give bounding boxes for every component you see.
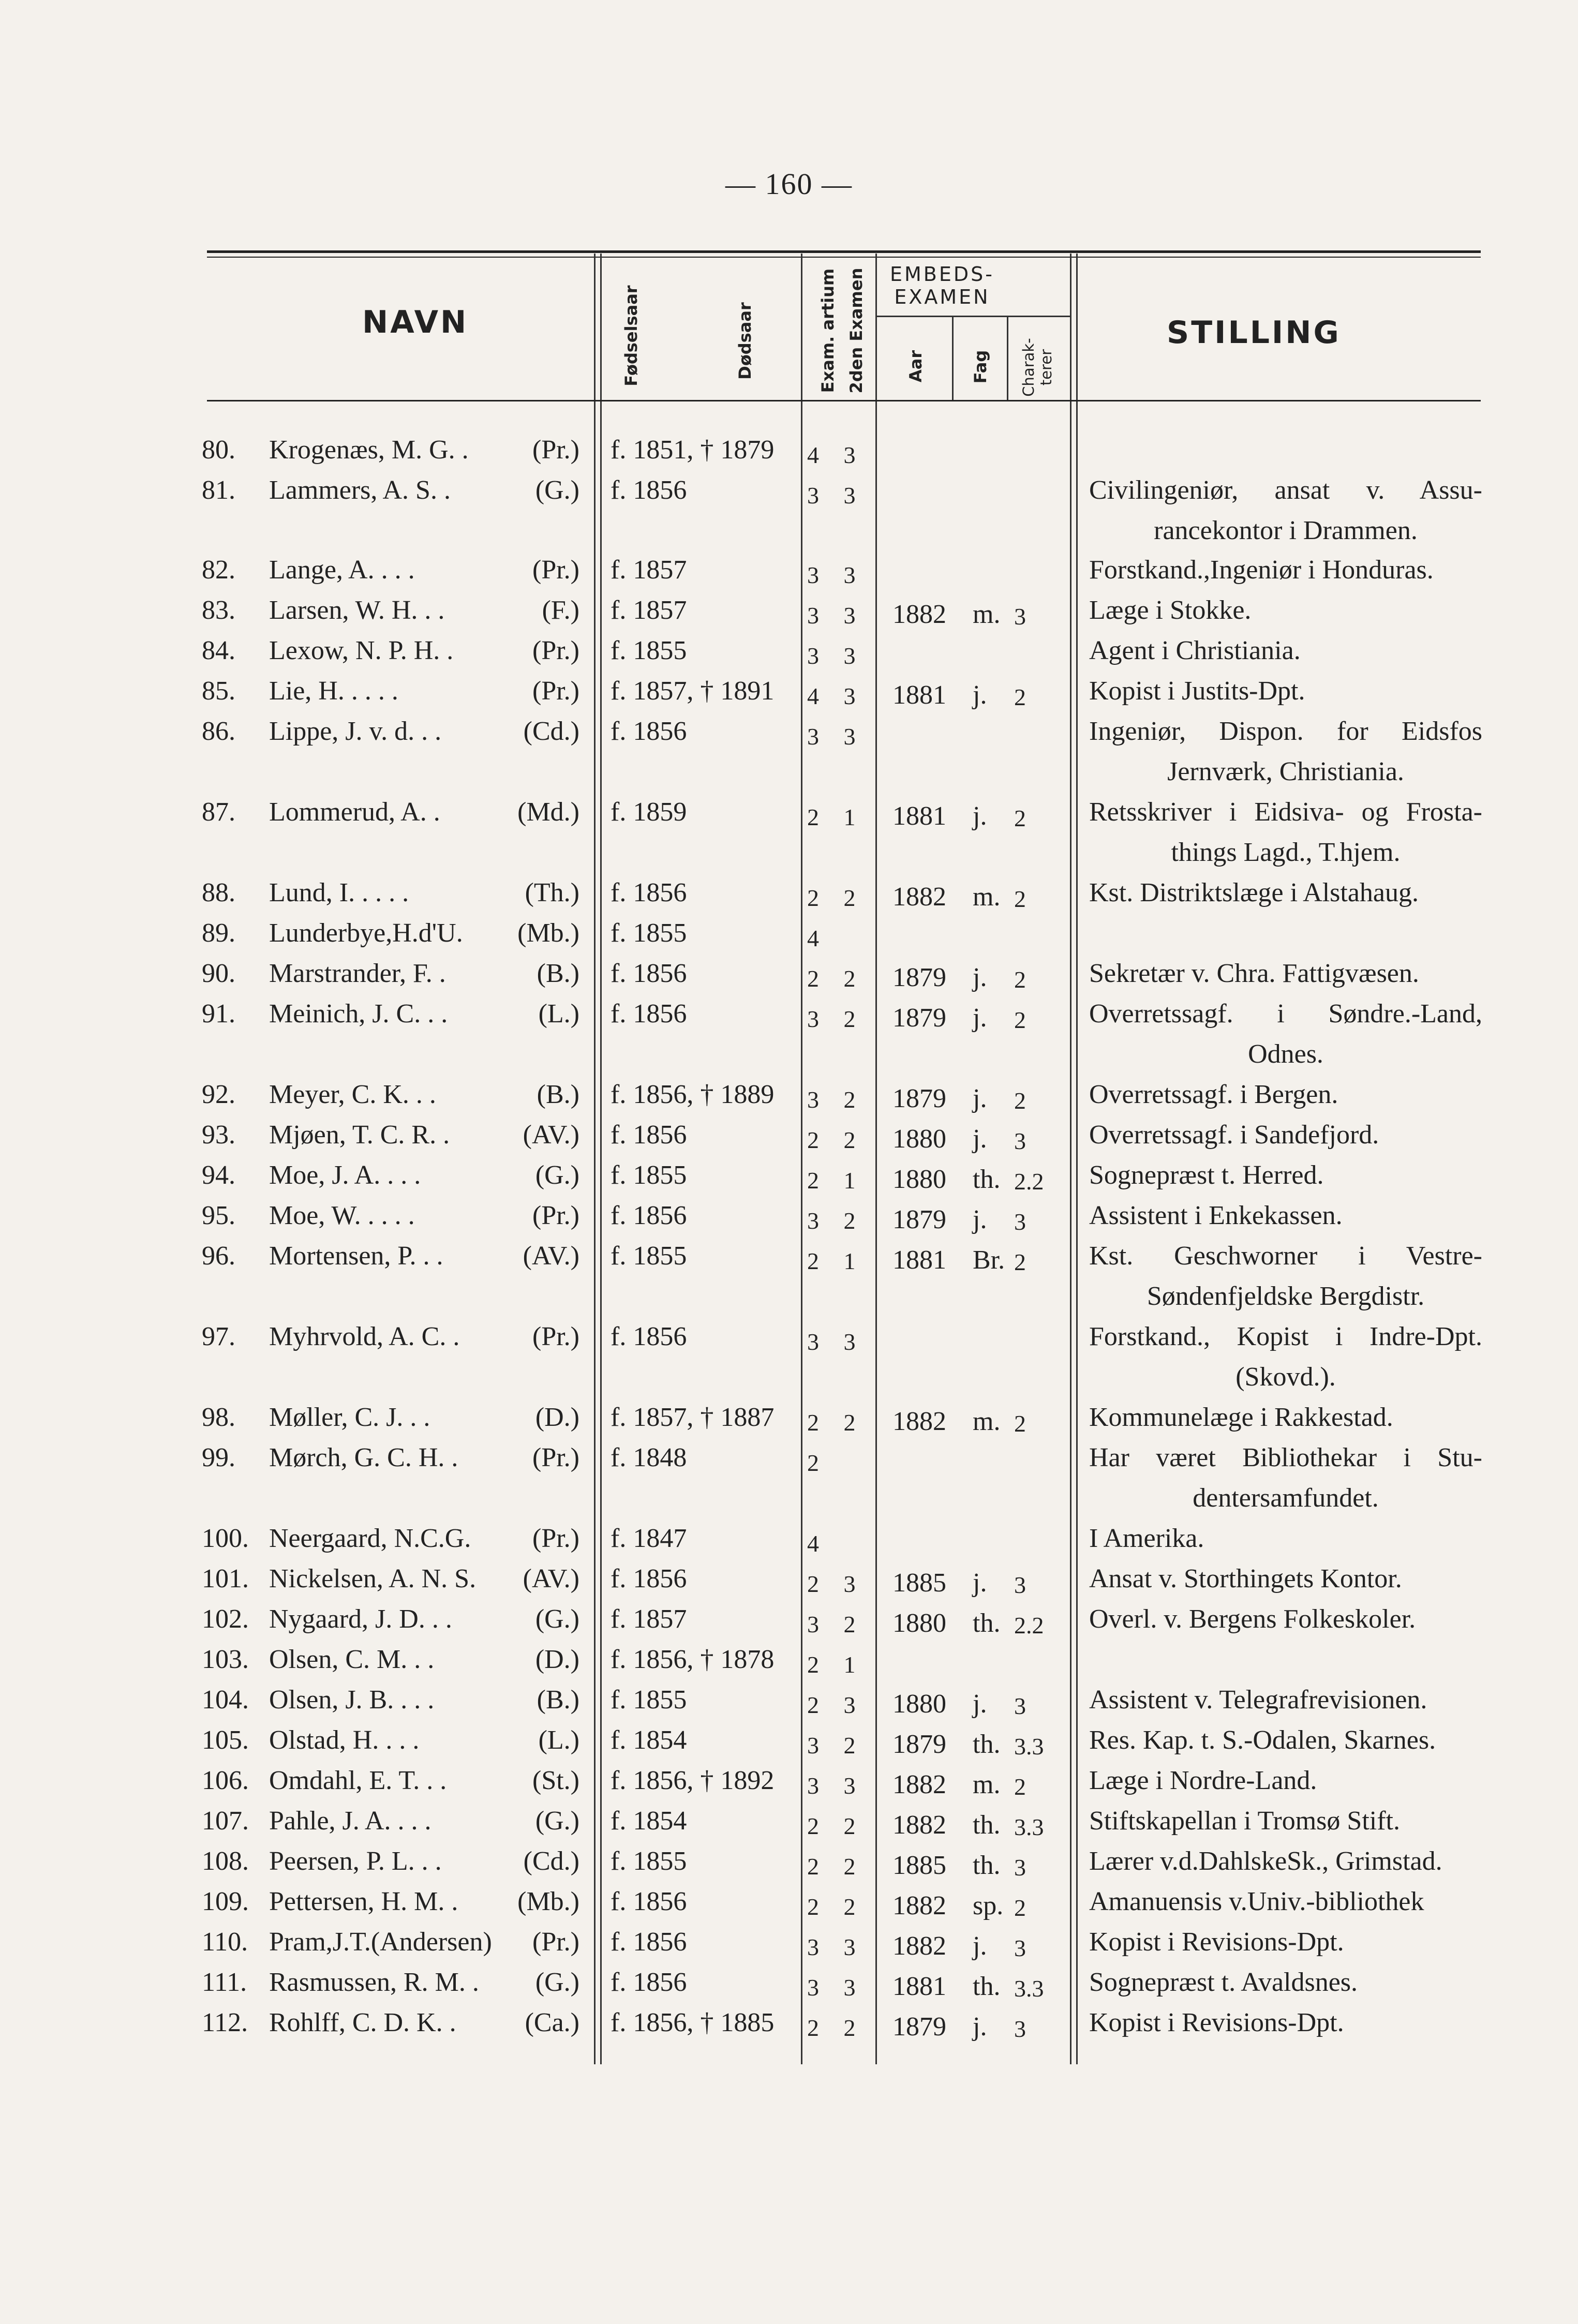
row-number: 89. xyxy=(202,918,235,948)
person-name: Lommerud, A. . xyxy=(269,797,440,827)
exam-grades: 2 1 xyxy=(807,804,865,830)
exam-grades: 3 2 xyxy=(807,1006,865,1032)
embeds-year: 1882 xyxy=(892,600,946,629)
embeds-year: 1882 xyxy=(892,1770,946,1799)
person-name: Lippe, J. v. d. . . xyxy=(269,717,442,746)
stilling-text: Kst. Distriktslæge i Alstahaug. xyxy=(1089,878,1419,907)
stilling-text: Kopist i Revisions-Dpt. xyxy=(1089,1927,1344,1957)
person-name: Mortensen, P. . . xyxy=(269,1241,443,1271)
row-number: 84. xyxy=(202,636,235,665)
row-number: 109. xyxy=(202,1887,249,1916)
row-number: 95. xyxy=(202,1201,235,1230)
embeds-year: 1882 xyxy=(892,1810,946,1840)
embeds-karakter: 2 xyxy=(1014,966,1026,993)
stilling-text: Odnes. xyxy=(1248,1039,1323,1069)
embeds-year: 1880 xyxy=(892,1165,946,1194)
row-number: 99. xyxy=(202,1443,235,1472)
exam-grades: 4 xyxy=(807,1530,828,1557)
embeds-year: 1879 xyxy=(892,1730,946,1759)
region-code: (AV.) xyxy=(523,1241,579,1271)
exam-grades: 3 2 xyxy=(807,1611,865,1637)
embeds-year: 1881 xyxy=(892,1972,946,2001)
region-code: (Th.) xyxy=(525,878,579,907)
region-code: (Cd.) xyxy=(523,1846,579,1876)
embeds-fag: j. xyxy=(973,1931,987,1961)
person-name: Mørch, G. C. H. . xyxy=(269,1443,458,1472)
row-number: 112. xyxy=(202,2008,248,2037)
embeds-fag: j. xyxy=(973,963,987,992)
birth-death-years: f. 1856 xyxy=(611,1120,687,1150)
exam-grades: 3 3 xyxy=(807,562,865,588)
stilling-text: Læge i Nordre-Land. xyxy=(1089,1766,1317,1795)
region-code: (G.) xyxy=(535,1604,579,1634)
birth-death-years: f. 1854 xyxy=(611,1806,687,1836)
person-name: Olstad, H. . . . xyxy=(269,1725,420,1755)
header-navn: NAVN xyxy=(362,304,469,340)
page-number: — 160 — xyxy=(725,167,853,201)
stilling-text: Overl. v. Bergens Folkeskoler. xyxy=(1089,1604,1416,1634)
person-name: Pahle, J. A. . . . xyxy=(269,1806,431,1836)
row-number: 108. xyxy=(202,1846,249,1876)
row-number: 94. xyxy=(202,1160,235,1190)
embeds-karakter: 3.3 xyxy=(1014,1733,1044,1760)
region-code: (Md.) xyxy=(517,797,579,827)
embeds-fag: j. xyxy=(973,1124,987,1154)
exam-grades: 2 1 xyxy=(807,1167,865,1194)
embeds-fag: m. xyxy=(973,1407,1001,1436)
embeds-year: 1885 xyxy=(892,1568,946,1598)
exam-grades: 2 3 xyxy=(807,1692,865,1718)
stilling-text: Læge i Stokke. xyxy=(1089,595,1252,625)
stilling-text: things Lagd., T.hjem. xyxy=(1171,838,1401,867)
row-number: 86. xyxy=(202,717,235,746)
region-code: (D.) xyxy=(535,1645,579,1674)
row-number: 91. xyxy=(202,999,235,1029)
embeds-karakter: 3.3 xyxy=(1014,1814,1044,1840)
person-name: Myhrvold, A. C. . xyxy=(269,1322,460,1351)
person-name: Neergaard, N.C.G. xyxy=(269,1524,471,1553)
birth-death-years: f. 1856 xyxy=(611,878,687,907)
embeds-fag: th. xyxy=(973,1165,1001,1194)
exam-grades: 2 1 xyxy=(807,1651,865,1678)
person-name: Peersen, P. L. . . xyxy=(269,1846,442,1876)
region-code: (G.) xyxy=(535,1968,579,1997)
row-number: 98. xyxy=(202,1403,235,1432)
stilling-text: Stiftskapellan i Tromsø Stift. xyxy=(1089,1806,1400,1836)
row-number: 111. xyxy=(202,1968,247,1997)
embeds-fag: th. xyxy=(973,1972,1001,2001)
stilling-text: I Amerika. xyxy=(1089,1524,1204,1553)
person-name: Lange, A. . . . xyxy=(269,555,415,585)
embeds-fag: sp. xyxy=(973,1891,1004,1920)
birth-death-years: f. 1855 xyxy=(611,1685,687,1715)
row-number: 100. xyxy=(202,1524,249,1553)
exam-grades: 2 xyxy=(807,1450,828,1476)
exam-grades: 2 2 xyxy=(807,1813,865,1839)
stilling-text: Amanuensis v.Univ.-bibliothek xyxy=(1089,1887,1424,1916)
embeds-karakter: 2.2 xyxy=(1014,1168,1044,1195)
embeds-year: 1881 xyxy=(892,1245,946,1275)
embeds-fag: m. xyxy=(973,600,1001,629)
embeds-karakter: 3 xyxy=(1014,2016,1026,2042)
person-name: Larsen, W. H. . . xyxy=(269,595,445,625)
stilling-text: Sekretær v. Chra. Fattigvæsen. xyxy=(1089,959,1419,988)
exam-grades: 4 3 xyxy=(807,442,865,468)
embeds-karakter: 3 xyxy=(1014,1572,1026,1598)
person-name: Lie, H. . . . . xyxy=(269,676,398,706)
embeds-karakter: 3.3 xyxy=(1014,1975,1044,2002)
birth-death-years: f. 1854 xyxy=(611,1725,687,1755)
region-code: (Pr.) xyxy=(532,676,579,706)
header-exam-artium: Exam. artium xyxy=(818,268,838,393)
person-name: Lexow, N. P. H. . xyxy=(269,636,454,665)
embeds-karakter: 2 xyxy=(1014,805,1026,831)
person-name: Meinich, J. C. . . xyxy=(269,999,448,1029)
stilling-text: Søndenfjeldske Bergdistr. xyxy=(1147,1282,1425,1311)
row-number: 106. xyxy=(202,1766,249,1795)
stilling-text: Kst. Geschworner i Vestre- xyxy=(1089,1241,1482,1271)
embeds-year: 1879 xyxy=(892,1084,946,1113)
embeds-karakter: 3 xyxy=(1014,1935,1026,1961)
embeds-year: 1879 xyxy=(892,963,946,992)
embeds-karakter: 3 xyxy=(1014,1854,1026,1881)
stilling-text: Assistent i Enkekassen. xyxy=(1089,1201,1343,1230)
embeds-fag: th. xyxy=(973,1851,1001,1880)
person-name: Olsen, C. M. . . xyxy=(269,1645,435,1674)
region-code: (Pr.) xyxy=(532,1201,579,1230)
birth-death-years: f. 1859 xyxy=(611,797,687,827)
embeds-karakter: 2 xyxy=(1014,886,1026,912)
birth-death-years: f. 1856 xyxy=(611,1322,687,1351)
region-code: (G.) xyxy=(535,1160,579,1190)
person-name: Krogenæs, M. G. . xyxy=(269,435,469,465)
stilling-text: Lærer v.d.DahlskeSk., Grimstad. xyxy=(1089,1846,1442,1876)
stilling-text: Overretssagf. i Sandefjord. xyxy=(1089,1120,1379,1150)
embeds-fag: th. xyxy=(973,1608,1001,1638)
region-code: (Ca.) xyxy=(525,2008,579,2037)
embeds-year: 1882 xyxy=(892,1891,946,1920)
embeds-year: 1885 xyxy=(892,1851,946,1880)
exam-grades: 3 2 xyxy=(807,1732,865,1759)
row-number: 81. xyxy=(202,475,235,505)
embeds-fag: th. xyxy=(973,1730,1001,1759)
region-code: (Pr.) xyxy=(532,1443,579,1472)
birth-death-years: f. 1856 xyxy=(611,717,687,746)
birth-death-years: f. 1847 xyxy=(611,1524,687,1553)
region-code: (L.) xyxy=(538,999,579,1029)
stilling-text: (Skovd.). xyxy=(1235,1362,1336,1392)
row-number: 110. xyxy=(202,1927,248,1957)
embeds-karakter: 2 xyxy=(1014,1007,1026,1033)
person-name: Nickelsen, A. N. S. xyxy=(269,1564,477,1593)
stilling-text: Res. Kap. t. S.-Odalen, Skarnes. xyxy=(1089,1725,1436,1755)
exam-grades: 3 3 xyxy=(807,602,865,629)
birth-death-years: f. 1856, † 1889 xyxy=(611,1080,775,1109)
person-name: Pettersen, H. M. . xyxy=(269,1887,458,1916)
region-code: (Mb.) xyxy=(517,1887,579,1916)
exam-grades: 3 3 xyxy=(807,1974,865,2001)
row-number: 96. xyxy=(202,1241,235,1271)
embeds-karakter: 2.2 xyxy=(1014,1612,1044,1638)
stilling-text: Overretssagf. i Bergen. xyxy=(1089,1080,1338,1109)
stilling-text: Har været Bibliothekar i Stu- xyxy=(1089,1443,1482,1472)
person-name: Lunderbye,H.d'U. xyxy=(269,918,463,948)
row-number: 87. xyxy=(202,797,235,827)
row-number: 80. xyxy=(202,435,235,465)
region-code: (B.) xyxy=(537,1080,579,1109)
exam-grades: 2 2 xyxy=(807,885,865,911)
header-anden-examen: 2den Examen xyxy=(846,267,866,394)
region-code: (L.) xyxy=(538,1725,579,1755)
embeds-karakter: 3 xyxy=(1014,1209,1026,1235)
row-number: 102. xyxy=(202,1604,249,1634)
region-code: (Pr.) xyxy=(532,1927,579,1957)
embeds-fag: j. xyxy=(973,2012,987,2042)
birth-death-years: f. 1857 xyxy=(611,555,687,585)
region-code: (Pr.) xyxy=(532,1322,579,1351)
header-embedsexamen: EMBEDS- EXAMEN xyxy=(890,263,994,308)
header-fodselsaar: Fødselsaar xyxy=(621,285,641,386)
region-code: (F.) xyxy=(542,595,579,625)
stilling-text: Agent i Christiania. xyxy=(1089,636,1301,665)
stilling-text: Ingeniør, Dispon. for Eidsfos xyxy=(1089,717,1482,746)
row-number: 90. xyxy=(202,959,235,988)
birth-death-years: f. 1857, † 1891 xyxy=(611,676,775,706)
row-number: 88. xyxy=(202,878,235,907)
region-code: (Pr.) xyxy=(532,555,579,585)
exam-grades: 2 2 xyxy=(807,1409,865,1436)
embeds-karakter: 3 xyxy=(1014,1128,1026,1154)
row-number: 104. xyxy=(202,1685,249,1715)
birth-death-years: f. 1851, † 1879 xyxy=(611,435,775,465)
embeds-fag: j. xyxy=(973,1689,987,1719)
exam-grades: 2 3 xyxy=(807,1571,865,1597)
birth-death-years: f. 1856 xyxy=(611,1887,687,1916)
region-code: (G.) xyxy=(535,1806,579,1836)
stilling-text: Overretssagf. i Søndre.-Land, xyxy=(1089,999,1482,1029)
birth-death-years: f. 1856 xyxy=(611,1968,687,1997)
person-name: Pram,J.T.(Andersen) xyxy=(269,1927,492,1957)
embeds-year: 1880 xyxy=(892,1608,946,1638)
exam-grades: 3 3 xyxy=(807,1772,865,1799)
row-number: 82. xyxy=(202,555,235,585)
stilling-text: Assistent v. Telegrafrevisionen. xyxy=(1089,1685,1427,1715)
header-dodsaar: Dødsaar xyxy=(735,302,755,380)
birth-death-years: f. 1855 xyxy=(611,1241,687,1271)
exam-grades: 2 2 xyxy=(807,1127,865,1153)
person-name: Moe, W. . . . . xyxy=(269,1201,415,1230)
person-name: Moe, J. A. . . . xyxy=(269,1160,421,1190)
region-code: (Pr.) xyxy=(532,636,579,665)
row-number: 101. xyxy=(202,1564,249,1593)
exam-grades: 2 2 xyxy=(807,965,865,992)
exam-grades: 3 3 xyxy=(807,643,865,669)
person-name: Lund, I. . . . . xyxy=(269,878,409,907)
birth-death-years: f. 1856 xyxy=(611,1564,687,1593)
exam-grades: 4 xyxy=(807,925,828,951)
stilling-text: Kommunelæge i Rakkestad. xyxy=(1089,1403,1393,1432)
embeds-year: 1879 xyxy=(892,1003,946,1033)
row-number: 83. xyxy=(202,595,235,625)
header-fag: Fag xyxy=(971,350,990,384)
person-name: Meyer, C. K. . . xyxy=(269,1080,436,1109)
embeds-fag: j. xyxy=(973,1084,987,1113)
exam-grades: 3 2 xyxy=(807,1086,865,1113)
birth-death-years: f. 1856 xyxy=(611,959,687,988)
birth-death-years: f. 1855 xyxy=(611,1160,687,1190)
exam-grades: 2 2 xyxy=(807,1894,865,1920)
embeds-karakter: 2 xyxy=(1014,684,1026,710)
birth-death-years: f. 1856, † 1885 xyxy=(611,2008,775,2037)
birth-death-years: f. 1855 xyxy=(611,1846,687,1876)
region-code: (AV.) xyxy=(523,1564,579,1593)
birth-death-years: f. 1855 xyxy=(611,918,687,948)
stilling-text: rancekontor i Drammen. xyxy=(1154,516,1418,545)
embeds-fag: m. xyxy=(973,1770,1001,1799)
exam-grades: 3 3 xyxy=(807,1934,865,1960)
region-code: (B.) xyxy=(537,959,579,988)
birth-death-years: f. 1856 xyxy=(611,1201,687,1230)
birth-death-years: f. 1856 xyxy=(611,999,687,1029)
embeds-fag: Br. xyxy=(973,1245,1005,1275)
row-number: 92. xyxy=(202,1080,235,1109)
region-code: (Cd.) xyxy=(523,717,579,746)
person-name: Nygaard, J. D. . . xyxy=(269,1604,452,1634)
region-code: (AV.) xyxy=(523,1120,579,1150)
person-name: Lammers, A. S. . xyxy=(269,475,451,505)
embeds-fag: j. xyxy=(973,1205,987,1234)
region-code: (Pr.) xyxy=(532,435,579,465)
embeds-fag: m. xyxy=(973,882,1001,912)
row-number: 97. xyxy=(202,1322,235,1351)
stilling-text: Ansat v. Storthingets Kontor. xyxy=(1089,1564,1402,1593)
embeds-karakter: 3 xyxy=(1014,603,1026,630)
birth-death-years: f. 1857 xyxy=(611,1604,687,1634)
stilling-text: Kopist i Justits-Dpt. xyxy=(1089,676,1305,706)
embeds-year: 1882 xyxy=(892,1931,946,1961)
embeds-fag: j. xyxy=(973,680,987,710)
row-number: 93. xyxy=(202,1120,235,1150)
stilling-text: Jernværk, Christiania. xyxy=(1167,757,1404,786)
exam-grades: 3 3 xyxy=(807,723,865,750)
stilling-text: Kopist i Revisions-Dpt. xyxy=(1089,2008,1344,2037)
stilling-text: Forstkand., Kopist i Indre-Dpt. xyxy=(1089,1322,1482,1351)
birth-death-years: f. 1856 xyxy=(611,1927,687,1957)
row-number: 85. xyxy=(202,676,235,706)
embeds-year: 1881 xyxy=(892,801,946,831)
person-name: Mjøen, T. C. R. . xyxy=(269,1120,450,1150)
row-number: 105. xyxy=(202,1725,249,1755)
embeds-karakter: 3 xyxy=(1014,1693,1026,1719)
region-code: (B.) xyxy=(537,1685,579,1715)
stilling-text: Civilingeniør, ansat v. Assu- xyxy=(1089,475,1482,505)
embeds-year: 1880 xyxy=(892,1689,946,1719)
embeds-year: 1879 xyxy=(892,1205,946,1234)
exam-grades: 2 2 xyxy=(807,1853,865,1880)
stilling-text: Sognepræst t. Avaldsnes. xyxy=(1089,1968,1358,1997)
birth-death-years: f. 1855 xyxy=(611,636,687,665)
embeds-fag: j. xyxy=(973,1003,987,1033)
stilling-text: Retsskriver i Eidsiva- og Frosta- xyxy=(1089,797,1482,827)
embeds-fag: j. xyxy=(973,801,987,831)
embeds-karakter: 2 xyxy=(1014,1410,1026,1437)
birth-death-years: f. 1848 xyxy=(611,1443,687,1472)
embeds-karakter: 2 xyxy=(1014,1774,1026,1800)
embeds-year: 1880 xyxy=(892,1124,946,1154)
embeds-karakter: 2 xyxy=(1014,1087,1026,1114)
birth-death-years: f. 1857, † 1887 xyxy=(611,1403,775,1432)
embeds-fag: th. xyxy=(973,1810,1001,1840)
person-name: Rohlff, C. D. K. . xyxy=(269,2008,456,2037)
stilling-text: Sognepræst t. Herred. xyxy=(1089,1160,1324,1190)
row-number: 103. xyxy=(202,1645,249,1674)
embeds-fag: j. xyxy=(973,1568,987,1598)
header-karakterer: Charak- terer xyxy=(1020,338,1055,397)
birth-death-years: f. 1857 xyxy=(611,595,687,625)
region-code: (D.) xyxy=(535,1403,579,1432)
region-code: (St.) xyxy=(532,1766,579,1795)
embeds-year: 1882 xyxy=(892,882,946,912)
header-aar: Aar xyxy=(906,350,926,382)
stilling-text: dentersamfundet. xyxy=(1193,1483,1379,1513)
exam-grades: 3 3 xyxy=(807,482,865,509)
person-name: Olsen, J. B. . . . xyxy=(269,1685,435,1715)
birth-death-years: f. 1856, † 1878 xyxy=(611,1645,775,1674)
region-code: (Pr.) xyxy=(532,1524,579,1553)
embeds-year: 1879 xyxy=(892,2012,946,2042)
embeds-karakter: 2 xyxy=(1014,1895,1026,1921)
region-code: (Mb.) xyxy=(517,918,579,948)
embeds-karakter: 2 xyxy=(1014,1249,1026,1275)
person-name: Marstrander, F. . xyxy=(269,959,446,988)
exam-grades: 2 2 xyxy=(807,2015,865,2041)
exam-grades: 4 3 xyxy=(807,683,865,709)
embeds-year: 1882 xyxy=(892,1407,946,1436)
embeds-year: 1881 xyxy=(892,680,946,710)
region-code: (G.) xyxy=(535,475,579,505)
exam-grades: 3 3 xyxy=(807,1329,865,1355)
person-name: Omdahl, E. T. . . xyxy=(269,1766,447,1795)
row-number: 107. xyxy=(202,1806,249,1836)
header-stilling: STILLING xyxy=(1167,315,1341,351)
exam-grades: 2 1 xyxy=(807,1248,865,1274)
birth-death-years: f. 1856, † 1892 xyxy=(611,1766,775,1795)
exam-grades: 3 2 xyxy=(807,1208,865,1234)
person-name: Møller, C. J. . . xyxy=(269,1403,430,1432)
person-name: Rasmussen, R. M. . xyxy=(269,1968,479,1997)
birth-death-years: f. 1856 xyxy=(611,475,687,505)
stilling-text: Forstkand.,Ingeniør i Honduras. xyxy=(1089,555,1434,585)
